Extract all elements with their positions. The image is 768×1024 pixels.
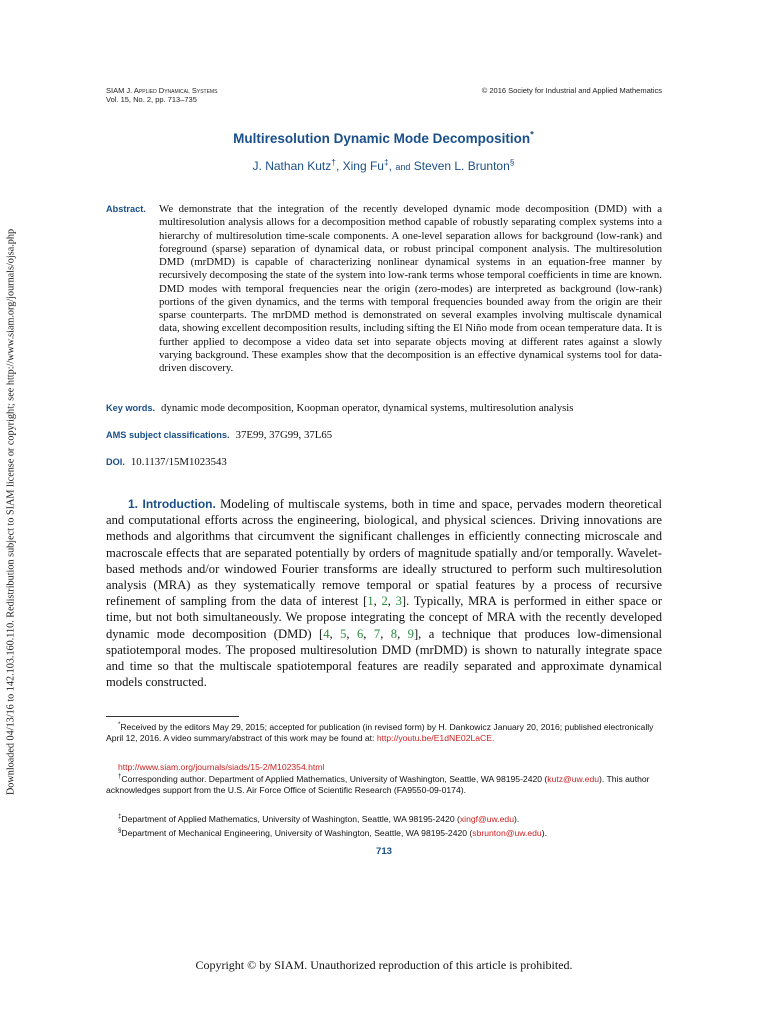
author-kutz: J. Nathan Kutz	[252, 159, 332, 173]
email-link-fu[interactable]: xingf@uw.edu	[459, 814, 514, 824]
footnote-mark: ‡	[118, 814, 122, 821]
author-fu: Xing Fu	[342, 159, 384, 173]
journal-volume: Vol. 15, No. 2, pp. 713–735	[106, 95, 197, 104]
footnote-mark: *	[118, 722, 121, 729]
doi-label: DOI.	[106, 457, 125, 467]
author-and: and	[395, 162, 411, 172]
citation-link[interactable]: 7	[373, 626, 381, 641]
paper-title	[106, 131, 661, 146]
ams-classifications	[106, 429, 662, 442]
citation-link[interactable]: 9	[407, 626, 414, 641]
journal-url-link[interactable]: http://www.siam.org/journals/siads/15-2/M102354.html	[118, 762, 325, 772]
footnote-brunton	[106, 828, 662, 839]
citation-link[interactable]: 4	[323, 626, 330, 641]
citation-link[interactable]: 3	[395, 594, 402, 609]
footnote-received	[106, 722, 662, 744]
email-link-brunton[interactable]: sbrunton@uw.edu	[472, 828, 542, 838]
doi	[106, 456, 662, 469]
footnote-rule	[106, 716, 239, 717]
author-kutz-mark: †	[331, 157, 336, 167]
author-brunton-mark: §	[509, 157, 515, 167]
footnote-text: Department of Applied Mathematics, University of Washington, Seattle, WA 98195-2420 (	[121, 814, 460, 824]
author-fu-mark: ‡	[383, 157, 389, 167]
title-footnote-mark: *	[530, 129, 534, 141]
footnote-text: Corresponding author. Department of Applied Mathematics, University of Washington, Seattle, WA 98195-2420 (	[121, 774, 548, 784]
intro-text-1: Modeling of multiscale systems, both in time and space, pervades modern theoretical and computational efforts across the engineering, biological, and physical sciences. Driving innovations are methods and algorithms that circumvent the significant challenges in efficiently connecting microscale and macroscale effects that are separated potentially by orders of magnitude spatially and/or temporally. Wavelet-based methods and/or windowed Fourier transforms are ideally structured to perform such multiresolution analysis (MRA) as they systematically remove temporal or spatial features by a process of recursive refinement of sampling from the data of interest [	[106, 497, 662, 609]
keywords-text: dynamic mode decomposition, Koopman operator, dynamical systems, multiresolution analysis	[161, 402, 574, 414]
paper-title-text: Multiresolution Dynamic Mode Decomposition	[233, 131, 531, 146]
keywords	[106, 402, 662, 415]
page-number: 713	[375, 846, 392, 857]
introduction-section: 1. Introduction. Modeling of multiscale systems, both in time and space, pervades modern theoretical and computational efforts across the engineering, biological, and physical sciences. Driving innovations are methods and algorithms that circumvent the significant challenges in efficiently connecting microscale and macroscale effects that are separated potentially by orders of magnitude spatially and/or temporally. Wavelet-based methods and/or windowed Fourier transforms are ideally structured to perform such multiresolution analysis (MRA) as they systematically remove temporal or spatial features by a process of recursive refinement of sampling from the data of interest [1, 2, 3]. Typically, MRA is performed in either space or time, but not both simultaneously. We propose integrating the concept of MRA with the recently developed dynamic mode decomposition (DMD) [4, 5, 6, 7, 8, 9], a technique that produces low-dimensional spatiotemporal modes. The proposed multiresolution DMD (mrDMD) is shown to naturally integrate space and time so that the multiscale spatiotemporal features are readily separated and approximate dynamical models constructed.	[106, 497, 663, 690]
citation-link[interactable]: 8	[390, 626, 398, 641]
footnote-mark: §	[118, 828, 122, 835]
intro-text-2: ]. Typically, MRA is performed in either space or time, but not both simultaneously. We propose integrating the concept of MRA with the recently developed dynamic mode decomposition (DMD) [	[106, 594, 663, 641]
abstract-label: Abstract.	[106, 204, 146, 214]
footnote-text: ).	[514, 814, 520, 824]
footnote-url	[106, 762, 662, 773]
ams-label: AMS subject classifications.	[106, 430, 230, 440]
citation-link[interactable]: 1	[367, 594, 374, 609]
footnote-text: Received by the editors May 29, 2015; accepted for publication (in revised form) by H. Dankowicz January 20, 2016; published electronically April 12, 2016. A video summary/abstract of this work may be found at:	[106, 722, 654, 744]
doi-text: 10.1137/15M1023543	[130, 456, 227, 468]
keywords-label: Key words.	[106, 403, 156, 413]
video-link[interactable]: http://youtu.be/E1dNE02LaCE.	[376, 733, 495, 744]
author-list: J. Nathan Kutz†, Xing Fu‡, and Steven L. Brunton§	[252, 157, 515, 173]
email-link-kutz[interactable]: kutz@uw.edu	[547, 774, 600, 784]
abstract-text: We demonstrate that the integration of the recently developed dynamic mode decomposition (DMD) with a multiresolution analysis allows for a decomposition method capable of robustly separating complex systems into a hierarchy of multiresolution time-scale components. A one-level separation allows for background (low-rank) and foreground (sparse) separation of dynamical data, or robust principal component analysis. The multiresolution DMD (mrDMD) is capable of characterizing nonlinear dynamical systems in an equation-free manner by recursively decomposing the state of the system into low-rank terms whose temporal coefficients in time are known. DMD modes with temporal frequencies near the origin (zero-modes) are interpreted as background (low-rank) portions of the given dynamics, and the terms with temporal frequencies bounded away from the origin are their sparse counterparts. The mrDMD method is demonstrated on several examples involving multiscale dynamical data, showing excellent decomposition results, including sifting the El Niño mode from ocean temperature data. It is further applied to decompose a video data set into separate objects moving at different rates against a slowly varying background. These examples show that the decomposition is an effective dynamical systems tool for data-driven discovery.	[159, 203, 662, 374]
footnote-mark: †	[118, 774, 122, 781]
citation-link[interactable]: 5	[340, 626, 347, 641]
footnote-text: Department of Mechanical Engineering, University of Washington, Seattle, WA 98195-2420 (	[121, 828, 473, 838]
header-copyright: © 2016 Society for Industrial and Applied Mathematics	[481, 86, 662, 95]
journal-header	[106, 86, 217, 104]
download-notice: Downloaded 04/13/16 to 142.103.160.110. Redistribution subject to SIAM license or copyright; see http://www.siam.org/journals/ojsa.php	[5, 228, 17, 796]
citation-link[interactable]: 2	[381, 594, 388, 609]
ams-text: 37E99, 37G99, 37L65	[235, 429, 333, 441]
footnote-fu	[106, 814, 662, 825]
intro-text-3: ], a technique that produces low-dimensional spatiotemporal modes. The proposed multiresolution DMD (mrDMD) is shown to naturally integrate space and time so that the multiscale spatiotemporal features are readily separated and approximate dynamical models constructed.	[106, 626, 663, 690]
footnote-corresponding	[106, 774, 662, 796]
footnote-text: ).	[541, 828, 547, 838]
author-brunton: Steven L. Brunton	[413, 159, 510, 173]
introduction-heading: 1. Introduction.	[128, 497, 216, 511]
footnote-text: ). This author acknowledges support from the U.S. Air Force Office of Scientific Research (FA9550-09-0174).	[106, 774, 650, 796]
citation-link[interactable]: 6	[357, 626, 364, 641]
abstract	[106, 203, 662, 375]
footer-copyright: Copyright © by SIAM. Unauthorized reproduction of this article is prohibited.	[195, 958, 573, 972]
journal-name: SIAM J. Applied Dynamical Systems	[106, 86, 218, 95]
